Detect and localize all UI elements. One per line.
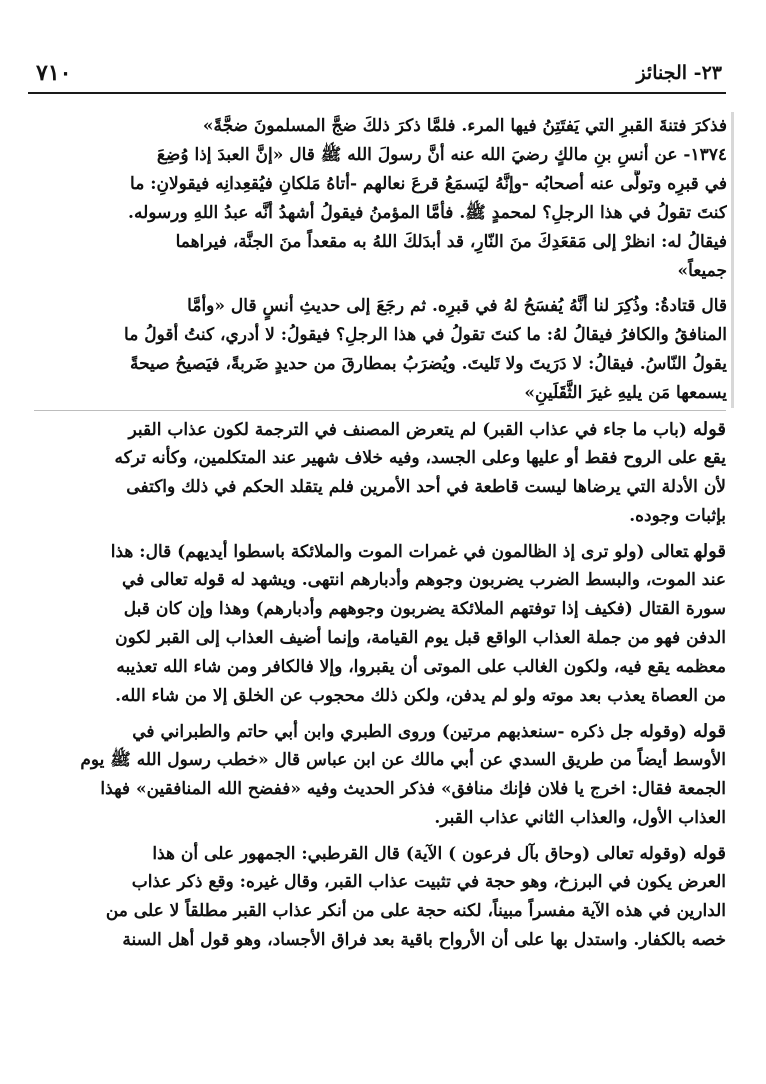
text-line: سورة القتال (فكيف إذا توفتهم الملائكة يضربون وجوههم وأدبارهم) وهذا وإن كان قبل	[123, 599, 726, 619]
text-line: الدارين في هذه الآية مفسراً مبيناً، لكنه حجة على من أنكر عذاب القبر مطلقاً لا على من	[105, 901, 726, 921]
hadith-text	[34, 112, 734, 408]
text-line: معظمه يقع فيه، ولكون الغالب على الموتى أن يقبروا، وإلا فالكافر ومن شاء الله تعذيبه	[116, 657, 726, 677]
text-line: (وقوله جل ذكره -سنعذبهم مرتين) وروى الطبري وابن أبي حاتم والطبراني في	[132, 722, 687, 742]
text-line: فذكرَ فتنةَ القبرِ التي يَفتَتِنُ فيها المرء. فلمَّا ذكرَ ذلكَ ضجَّ المسلمونَ ضجَّةً»	[202, 116, 727, 136]
commentary-2	[34, 537, 726, 711]
text-line: في قبرِه وتولَّى عنه أصحابُه -وإنَّهُ ليَسمَعُ قرعَ نعالهم -أتاهُ مَلكانِ فيُقعِدانِه فيقولانِ: ما	[130, 174, 727, 194]
text-line: يقع على الروح فقط أو عليها وعلى الجسد، وفيه خلاف شهير عند المتكلمين، وكأنه تركه	[114, 448, 726, 468]
text-line: لأن الأدلة التي يرضاها ليست قاطعة في أحد الأمرين فلم يتقلد الحكم في ذلك واكتفى	[126, 477, 726, 497]
commentary-4	[34, 839, 726, 955]
text-line: يسمعها مَن يليهِ غيرَ الثَّقَلَينِ»	[524, 383, 727, 403]
text-line: من العصاة يعذب بعد موته ولو لم يدفن، ولكن ذلك محجوب عن الخلق إلا من شاء الله.	[115, 686, 726, 706]
commentary-keyword: قوله	[694, 541, 726, 562]
text-line: يقولُ النّاسُ. فيقالُ: لا دَرَيتَ ولا تَليتَ. ويُضرَبُ بمطارقَ من حديدٍ ضَربةً، فيَصيحُ صيحةً	[129, 354, 727, 374]
page-header	[28, 58, 726, 94]
text-line: العذاب الأول، والعذاب الثاني عذاب القبر.	[434, 808, 726, 828]
text-line: خصه بالكفار. واستدل بها على أن الأرواح باقية بعد فراق الأجساد، وهو قول أهل السنة	[122, 930, 726, 950]
text-line: جميعاً»	[677, 261, 727, 281]
text-line: الأوسط أيضاً من طريق السدي عن أبي مالك عن ابن عباس قال «خطب رسول الله ﷺ يوم	[80, 750, 726, 770]
text-line: تعالى (ولو ترى إذ الظالمون في غمرات الموت والملائكة باسطوا أيديهم) قال: هذا	[110, 542, 689, 562]
text-line: ١٣٧٤- عن أنسِ بنِ مالكٍ رضيَ الله عنه أنَّ رسولَ الله ﷺ قال «إنَّ العبدَ إذا وُضِعَ	[156, 145, 727, 165]
text-line: قال قتادةُ: وذُكِرَ لنا أنَّهُ يُفسَحُ لهُ في قبرِه. ثم رجَعَ إلى حديثِ أنسٍ قال «وأمَّا	[187, 296, 727, 316]
text-line: العرض يكون في البرزخ، وهو حجة في تثبيت عذاب القبر، وقال غيره: وقع ذكر عذاب	[131, 872, 726, 892]
commentary-keyword: قوله	[692, 721, 726, 742]
commentary-keyword: قوله	[692, 419, 726, 440]
text-line: (باب ما جاء في عذاب القبر) لم يتعرض المصنف في الترجمة لكون عذاب القبر	[128, 420, 687, 440]
text-line: بإثبات وجوده.	[629, 506, 726, 526]
text-line: كنتَ تقولُ في هذا الرجلِ؟ لمحمدٍ ﷺ. فأمَّا المؤمنُ فيقولُ أشهدُ أنَّه عبدُ اللهِ ورسوله.	[128, 203, 727, 223]
text-line: فيقالُ له: انظرْ إلى مَقعَدِكَ منَ النّارِ، قد أبدَلكَ اللهُ به مقعداً منَ الجنَّة، فيراهما	[175, 232, 727, 252]
text-line: المنافقُ والكافرُ فيقالُ لهُ: ما كنتَ تقولُ في هذا الرجلِ؟ فيقولُ: لا أدري، كنتُ أقولُ ما	[124, 325, 727, 345]
commentary-1	[34, 415, 726, 531]
section-divider	[34, 410, 726, 411]
text-line: الجمعة فقال: اخرج يا فلان فإنك منافق» فذكر الحديث وفيه «ففضح الله المنافقين» فهذا	[100, 779, 726, 799]
page-number: ٧١٠	[36, 60, 72, 86]
text-line: (وقوله تعالى (وحاق بآل فرعون ) الآية) قال القرطبي: الجمهور على أن هذا	[152, 844, 687, 864]
page-body	[34, 112, 726, 955]
commentary-keyword: قوله	[692, 843, 726, 864]
text-line: الدفن فهو من جملة العذاب الواقع قبل يوم القيامة، وإنما أضيف العذاب إلى القبر لكون	[115, 628, 726, 648]
chapter-title: ٢٣- الجنائز	[636, 62, 722, 84]
commentary-3	[34, 717, 726, 833]
text-line: عند الموت، والبسط الضرب يضربون وجوهم وأدبارهم انتهى. ويشهد له قوله تعالى في	[122, 570, 726, 590]
